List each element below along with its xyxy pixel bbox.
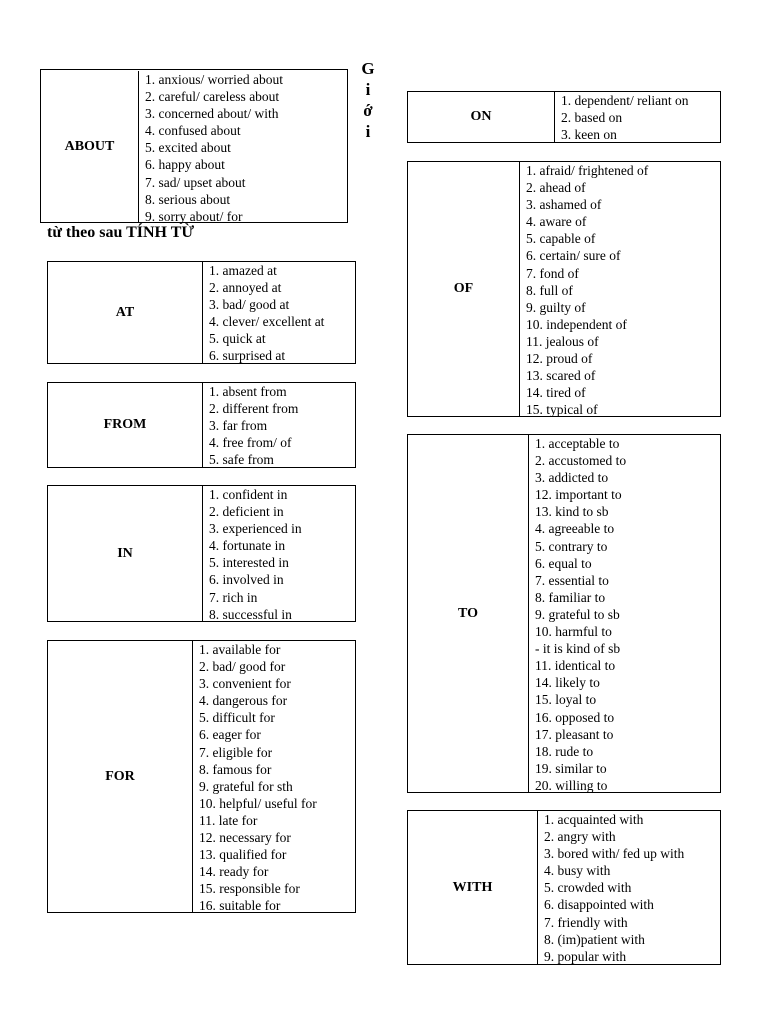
- adjective-list: [203, 383, 298, 467]
- list-item: 2. ahead of: [526, 180, 586, 196]
- list-item: 6. equal to: [535, 555, 592, 571]
- list-item: 14. likely to: [535, 675, 600, 691]
- adjective-list: [538, 811, 684, 964]
- list-item: 14. tired of: [526, 385, 586, 401]
- list-item: 2. bad/ good for: [199, 659, 286, 675]
- table-about: [40, 69, 348, 223]
- list-item: 11. jealous of: [526, 333, 599, 349]
- list-item: 4. fortunate in: [209, 538, 286, 554]
- list-item: 3. far from: [209, 418, 268, 434]
- list-item: 17. pleasant to: [535, 726, 614, 742]
- list-item: 16. opposed to: [535, 709, 615, 725]
- heading-letter: i: [365, 122, 371, 141]
- preposition-label: TO: [408, 435, 529, 792]
- preposition-label: OF: [408, 162, 520, 416]
- list-item: 9. guilty of: [526, 299, 586, 315]
- list-item: 6. eager for: [199, 727, 261, 743]
- table-at: [47, 261, 356, 364]
- list-item: 19. similar to: [535, 760, 607, 776]
- adjective-list: [193, 641, 317, 912]
- list-item: 7. rich in: [209, 589, 258, 605]
- adjective-list: [520, 162, 648, 416]
- table-with: [407, 810, 721, 965]
- list-item: 5. excited about: [145, 140, 231, 156]
- list-item: 9. grateful to sb: [535, 606, 620, 622]
- list-item: 4. free from/ of: [209, 435, 292, 451]
- list-item: 2. annoyed at: [209, 280, 282, 296]
- list-item: 6. disappointed with: [544, 897, 654, 913]
- list-item: 3. bad/ good at: [209, 297, 290, 313]
- list-item: 8. (im)patient with: [544, 931, 645, 947]
- list-item: 12. necessary for: [199, 830, 291, 846]
- heading-letter: ớ: [363, 101, 373, 120]
- list-item: 6. surprised at: [209, 348, 286, 364]
- list-item: 4. clever/ excellent at: [209, 314, 325, 330]
- list-item: 4. dangerous for: [199, 693, 288, 709]
- list-item: 3. ashamed of: [526, 197, 602, 213]
- adjective-list: [203, 262, 324, 363]
- list-item: 12. important to: [535, 487, 622, 503]
- table-for: [47, 640, 356, 913]
- list-item: 3. addicted to: [535, 470, 609, 486]
- list-item: 5. capable of: [526, 231, 596, 247]
- list-item: 6. involved in: [209, 572, 284, 588]
- list-item: 5. crowded with: [544, 880, 632, 896]
- list-item: 6. certain/ sure of: [526, 248, 621, 264]
- adjective-list: [139, 71, 283, 222]
- list-item: 5. quick at: [209, 331, 266, 347]
- preposition-label: ON: [408, 92, 555, 142]
- list-item: 7. essential to: [535, 572, 609, 588]
- preposition-label: FROM: [48, 383, 203, 467]
- list-item: 1. anxious/ worried about: [145, 72, 283, 87]
- adjective-list: [555, 92, 688, 142]
- list-item: 3. bored with/ fed up with: [544, 846, 685, 862]
- preposition-label: ABOUT: [41, 71, 139, 222]
- adjective-list: [203, 486, 302, 621]
- adjective-list: [529, 435, 626, 792]
- list-item: 2. based on: [561, 110, 623, 126]
- list-item: 13. qualified for: [199, 847, 287, 863]
- list-item: 15. responsible for: [199, 881, 300, 897]
- list-item: 4. aware of: [526, 214, 587, 230]
- list-item: 7. eligible for: [199, 744, 273, 760]
- list-item: 11. late for: [199, 812, 258, 828]
- list-item: 4. confused about: [145, 123, 241, 139]
- preposition-label: WITH: [408, 811, 538, 964]
- list-item: 20. willing to: [535, 777, 608, 793]
- list-item: 8. successful in: [209, 606, 292, 622]
- list-item: 8. familiar to: [535, 589, 606, 605]
- list-item: 3. experienced in: [209, 521, 302, 537]
- list-item: 7. friendly with: [544, 914, 628, 930]
- list-item: 5. contrary to: [535, 538, 608, 554]
- list-item: 6. happy about: [145, 157, 225, 173]
- list-item: 2. different from: [209, 401, 299, 417]
- list-item: 4. busy with: [544, 863, 611, 879]
- list-item: 12. proud of: [526, 351, 593, 367]
- list-item: 5. safe from: [209, 452, 274, 468]
- list-item: 1. absent from: [209, 384, 287, 399]
- list-item: 18. rude to: [535, 743, 594, 759]
- list-item: 10. harmful to: [535, 624, 612, 640]
- table-of: [407, 161, 721, 417]
- list-item: 2. deficient in: [209, 504, 284, 520]
- table-to: [407, 434, 721, 793]
- list-item: 3. keen on: [561, 127, 617, 143]
- subheading: từ theo sau TÍNH TỪ: [47, 224, 195, 241]
- list-item: 13. scared of: [526, 368, 596, 384]
- list-item: 15. loyal to: [535, 692, 597, 708]
- list-item: 1. acquainted with: [544, 812, 644, 827]
- list-item: 16. suitable for: [199, 898, 281, 914]
- preposition-label: IN: [48, 486, 203, 621]
- list-item: 7. sad/ upset about: [145, 174, 246, 190]
- list-item: 5. difficult for: [199, 710, 275, 726]
- list-item: 9. popular with: [544, 948, 627, 964]
- list-item: 8. full of: [526, 282, 573, 298]
- list-item: 1. afraid/ frightened of: [526, 163, 649, 178]
- list-item: 1. dependent/ reliant on: [561, 93, 689, 108]
- list-item: 13. kind to sb: [535, 504, 609, 520]
- list-item: 9. sorry about/ for: [145, 208, 243, 224]
- list-item: 15. typical of: [526, 402, 598, 418]
- list-item: 8. famous for: [199, 761, 272, 777]
- list-item: 7. fond of: [526, 265, 579, 281]
- list-item: 5. interested in: [209, 555, 289, 571]
- preposition-label: AT: [48, 262, 203, 363]
- table-on: [407, 91, 721, 143]
- list-item: 4. agreeable to: [535, 521, 615, 537]
- list-item: 3. convenient for: [199, 676, 291, 692]
- list-item: 10. independent of: [526, 316, 627, 332]
- heading-letter: G: [361, 59, 375, 78]
- table-in: [47, 485, 356, 622]
- vertical-heading: [359, 58, 377, 142]
- list-item: - it is kind of sb: [535, 641, 621, 657]
- list-item: 1. amazed at: [209, 263, 277, 278]
- list-item: 9. grateful for sth: [199, 778, 293, 794]
- heading-letter: i: [365, 80, 371, 99]
- list-item: 1. available for: [199, 642, 281, 657]
- list-item: 14. ready for: [199, 864, 269, 880]
- list-item: 2. careful/ careless about: [145, 89, 280, 105]
- list-item: 8. serious about: [145, 191, 231, 207]
- list-item: 2. angry with: [544, 829, 616, 845]
- list-item: 1. confident in: [209, 487, 288, 502]
- list-item: 2. accustomed to: [535, 453, 627, 469]
- list-item: 11. identical to: [535, 658, 616, 674]
- table-from: [47, 382, 356, 468]
- preposition-label: FOR: [48, 641, 193, 912]
- list-item: 10. helpful/ useful for: [199, 795, 317, 811]
- list-item: 3. concerned about/ with: [145, 106, 279, 122]
- list-item: 1. acceptable to: [535, 436, 620, 451]
